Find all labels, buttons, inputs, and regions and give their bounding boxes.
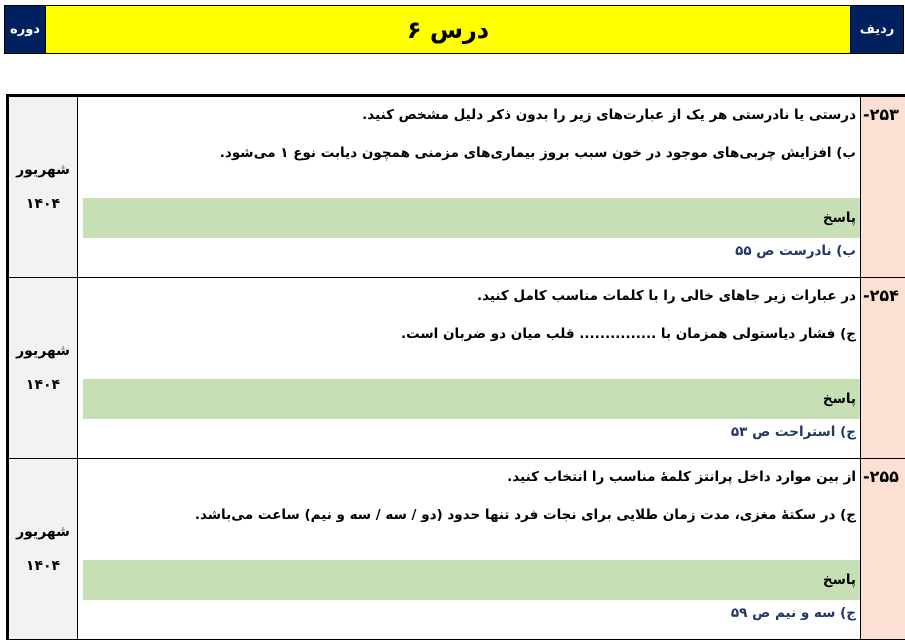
question-text: ب) افزایش چربی‌های موجود در خون سبب بروز بیماری‌های مزمنی همچون دیابت نوع ۱ می‌شود. [219,145,856,161]
question-cell [78,278,861,458]
answer-label: پاسخ [822,391,856,407]
period-year: ۱۴۰۴ [25,377,61,393]
answer-bar [83,379,860,419]
answer-bar [83,198,860,238]
row-column-header: ردیف [850,6,903,53]
header-bar [4,5,904,54]
question-instruction: درستی یا نادرستی هر یک از عبارت‌های زیر را بدون ذکر دلیل مشخص کنید. [362,107,856,123]
period-cell [9,278,78,458]
period-year: ۱۴۰۴ [25,558,61,574]
answer-text: ج) استراحت ص ۵۳ [730,424,856,440]
table-row [9,278,905,459]
answer-label: پاسخ [822,572,856,588]
question-instruction: از بین موارد داخل پرانتز کلمهٔ مناسب را انتخاب کنید. [507,469,856,485]
answer-bar [83,560,860,600]
question-instruction: در عبارات زیر جاهای خالی را با کلمات مناسب کامل کنید. [476,288,856,304]
period-month: شهریور [16,524,70,540]
table-row [9,97,905,278]
question-text: ج) در سکتهٔ مغزی، مدت زمان طلایی برای نجات فرد تنها حدود (دو / سه / سه و نیم) ساعت می‌باشد. [194,507,856,523]
row-number: -۲۵۴ [861,278,905,458]
period-column-header: دوره [5,6,46,53]
question-cell [78,459,861,639]
period-year: ۱۴۰۴ [25,196,61,212]
period-month: شهریور [16,162,70,178]
row-number: -۲۵۳ [861,97,905,277]
period-cell [9,97,78,277]
answer-text: ب) نادرست ص ۵۵ [735,243,856,259]
question-cell [78,97,861,277]
answer-text: ج) سه و نیم ص ۵۹ [730,605,856,621]
table-row [9,459,905,640]
answer-label: پاسخ [822,210,856,226]
period-cell [9,459,78,639]
lesson-title: درس ۶ [46,6,850,53]
row-number: -۲۵۵ [861,459,905,639]
question-text: ج) فشار دیاستولی همزمان با ............... قلب میان دو ضربان است. [400,326,856,342]
period-month: شهریور [16,343,70,359]
questions-table [6,94,905,640]
